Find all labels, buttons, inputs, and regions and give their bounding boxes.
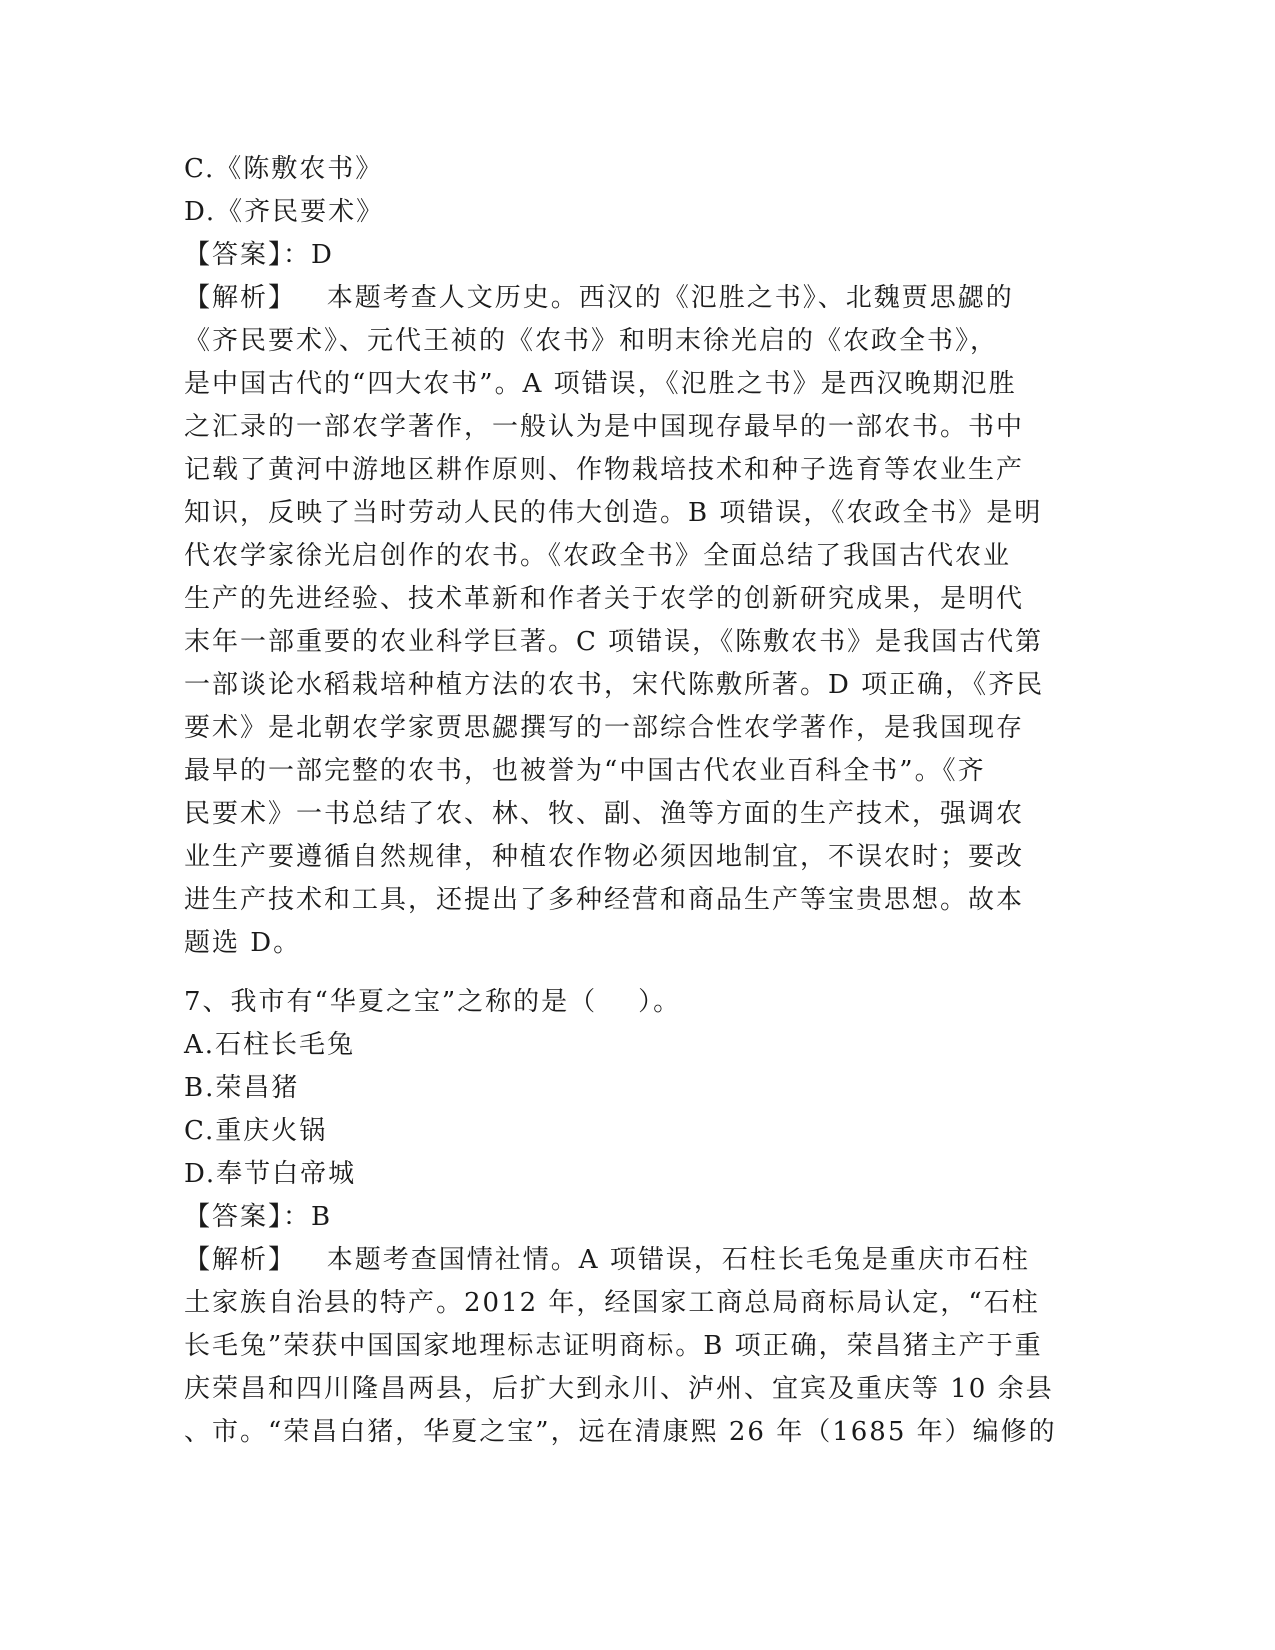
- q7-option-d: D.奉节白帝城: [184, 1159, 357, 1189]
- q7-question: 7、我市有“华夏之宝”之称的是（ ）。: [184, 987, 682, 1017]
- analysis-line: 长毛兔”荣获中国国家地理标志证明商标。B 项正确，荣昌猪主产于重: [184, 1331, 1043, 1361]
- analysis-line: 土家族自治县的特产。2012 年，经国家工商总局商标局认定，“石柱: [184, 1288, 1040, 1318]
- analysis-line: 【解析】 本题考查人文历史。西汉的《氾胜之书》、北魏贾思勰的: [184, 283, 1014, 313]
- analysis-line: 《齐民要术》、元代王祯的《农书》和明末徐光启的《农政全书》，: [184, 326, 999, 356]
- q6-answer: 【答案】：D: [184, 240, 334, 270]
- analysis-line: 【解析】 本题考查国情社情。A 项错误，石柱长毛兔是重庆市石柱: [184, 1245, 1030, 1275]
- analysis-line: 之汇录的一部农学著作，一般认为是中国现存最早的一部农书。书中: [184, 412, 1025, 442]
- analysis-line: 业生产要遵循自然规律，种植农作物必须因地制宜，不误农时；要改: [184, 842, 1025, 872]
- page-content: [184, 148, 1064, 1454]
- analysis-line: 庆荣昌和四川隆昌两县，后扩大到永川、泸州、宜宾及重庆等 10 余县: [184, 1374, 1054, 1404]
- analysis-line: 要术》是北朝农学家贾思勰撰写的一部综合性农学著作，是我国现存: [184, 713, 1025, 743]
- analysis-line: 最早的一部完整的农书，也被誉为“中国古代农业百科全书”。《齐: [184, 756, 986, 786]
- analysis-line: 一部谈论水稻栽培种植方法的农书，宋代陈敷所著。D 项正确，《齐民: [184, 670, 1045, 700]
- q7-option-c: C.重庆火锅: [184, 1116, 328, 1146]
- analysis-line: 末年一部重要的农业科学巨著。C 项错误，《陈敷农书》是我国古代第: [184, 627, 1044, 657]
- q7-option-a: A.石柱长毛兔: [184, 1030, 356, 1060]
- analysis-line: 题选 D。: [184, 928, 302, 958]
- q7-analysis: [184, 1239, 1064, 1454]
- q6-option-c: C.《陈敷农书》: [184, 154, 384, 184]
- analysis-line: 记载了黄河中游地区耕作原则、作物栽培技术和种子选育等农业生产: [184, 455, 1025, 485]
- analysis-line: 进生产技术和工具，还提出了多种经营和商品生产等宝贵思想。故本: [184, 885, 1025, 915]
- q6-option-d: D.《齐民要术》: [184, 197, 385, 227]
- question-gap: [184, 965, 1064, 981]
- analysis-line: 民要术》一书总结了农、林、牧、副、渔等方面的生产技术，强调农: [184, 799, 1025, 829]
- analysis-line: 、市。“荣昌白猪，华夏之宝”，远在清康熙 26 年（1685 年）编修的: [184, 1417, 1057, 1447]
- analysis-line: 知识，反映了当时劳动人民的伟大创造。B 项错误，《农政全书》是明: [184, 498, 1043, 528]
- q6-analysis: [184, 277, 1064, 965]
- analysis-line: 生产的先进经验、技术革新和作者关于农学的创新研究成果，是明代: [184, 584, 1025, 614]
- analysis-line: 是中国古代的“四大农书”。A 项错误，《氾胜之书》是西汉晚期氾胜: [184, 369, 1017, 399]
- analysis-line: 代农学家徐光启创作的农书。《农政全书》全面总结了我国古代农业: [184, 541, 1012, 571]
- q7-option-b: B.荣昌猪: [184, 1073, 300, 1103]
- q7-answer: 【答案】：B: [184, 1202, 333, 1232]
